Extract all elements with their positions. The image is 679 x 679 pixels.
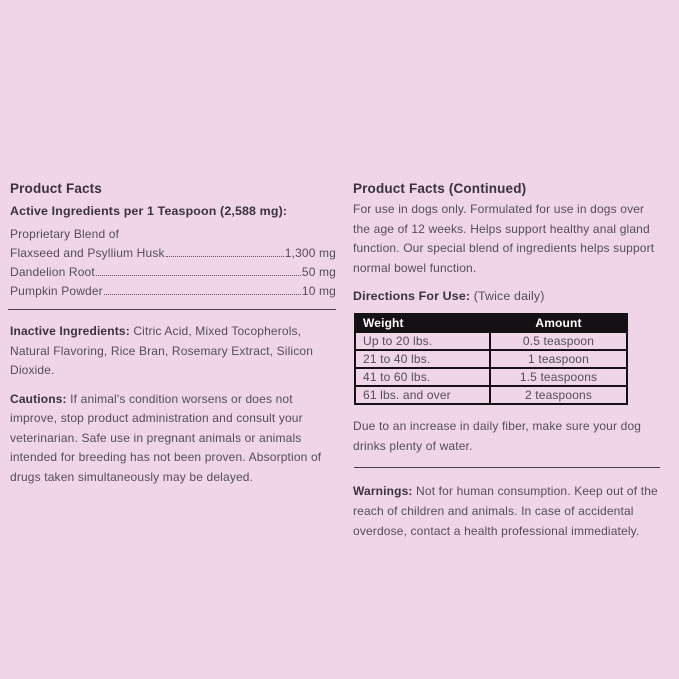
- dosage-table-body: [355, 332, 627, 404]
- water-note-paragraph: Due to an increase in daily fiber, make sure your dog drinks plenty of water.: [353, 419, 642, 453]
- product-facts-continued-title: Product Facts (Continued): [353, 181, 527, 196]
- product-facts-panel: [10, 181, 336, 487]
- proprietary-blend-intro: [10, 225, 336, 244]
- amount-cell: 2 teaspoons: [490, 386, 627, 404]
- amount-cell: 1 teaspoon: [490, 350, 627, 368]
- dot-leader: [166, 256, 284, 257]
- directions-note: (Twice daily): [470, 289, 545, 303]
- ingredient-amount: 50 mg: [301, 265, 336, 279]
- product-facts-title: Product Facts: [10, 181, 102, 196]
- ingredient-row-flaxseed: [10, 244, 336, 263]
- ingredient-row-pumpkin: [10, 282, 336, 301]
- product-facts-continued-panel: [353, 181, 663, 541]
- inactive-ingredients-text: Citric Acid, Mixed Tocopherols, Natural Flavoring, Rice Bran, Rosemary Extract, Silicon Dioxide.: [10, 324, 314, 377]
- amount-cell: 0.5 teaspoon: [490, 332, 627, 350]
- weight-cell: 61 lbs. and over: [355, 386, 490, 404]
- cautions-text: If animal's condition worsens or does not improve, stop product administration and consult your veterinarian. Safe use in pregnant animals or animals intended for breeding has not been proven. Absorption of drugs taken simultaneously may be delayed.: [10, 391, 322, 484]
- directions-for-use-line: [353, 289, 663, 304]
- ingredient-row-dandelion: [10, 263, 336, 282]
- section-divider: [8, 309, 336, 310]
- table-row: [355, 368, 627, 386]
- usage-intro-paragraph: For use in dogs only. Formulated for use in dogs over the age of 12 weeks. Helps support healthy anal gland function. Our special blend of ingredients helps support normal bowel function.: [353, 202, 655, 275]
- dosage-table: [354, 313, 628, 405]
- weight-cell: Up to 20 lbs.: [355, 332, 490, 350]
- warnings-label: Warnings:: [353, 484, 413, 498]
- weight-cell: 41 to 60 lbs.: [355, 368, 490, 386]
- cautions-paragraph: [10, 390, 336, 488]
- table-row: [355, 350, 627, 368]
- table-row: [355, 386, 627, 404]
- ingredient-amount: 10 mg: [301, 284, 336, 298]
- dosage-table-header: [355, 314, 627, 332]
- inactive-ingredients-label: Inactive Ingredients:: [10, 324, 130, 338]
- warnings-text: Not for human consumption. Keep out of the reach of children and animals. In case of accidental overdose, contact a health professional immediately.: [353, 484, 658, 538]
- table-header-row: [355, 314, 627, 332]
- table-row: [355, 332, 627, 350]
- inactive-ingredients-paragraph: [10, 322, 336, 381]
- warnings-paragraph: [353, 481, 663, 541]
- ingredient-amount: 1,300 mg: [284, 246, 336, 260]
- active-ingredients-heading: Active Ingredients per 1 Teaspoon (2,588 mg):: [10, 204, 288, 218]
- warnings-divider: [354, 467, 660, 468]
- amount-column-header: Amount: [490, 314, 627, 332]
- ingredient-name: Pumpkin Powder: [10, 284, 103, 298]
- dot-leader: [96, 275, 301, 276]
- weight-cell: 21 to 40 lbs.: [355, 350, 490, 368]
- amount-cell: 1.5 teaspoons: [490, 368, 627, 386]
- directions-label: Directions For Use:: [353, 289, 471, 303]
- dot-leader: [104, 294, 301, 295]
- ingredient-name: Flaxseed and Psyllium Husk: [10, 246, 165, 260]
- cautions-label: Cautions:: [10, 391, 67, 406]
- weight-column-header: Weight: [355, 314, 490, 332]
- blend-intro-label: Proprietary Blend of: [10, 227, 120, 241]
- ingredient-name: Dandelion Root: [10, 265, 95, 279]
